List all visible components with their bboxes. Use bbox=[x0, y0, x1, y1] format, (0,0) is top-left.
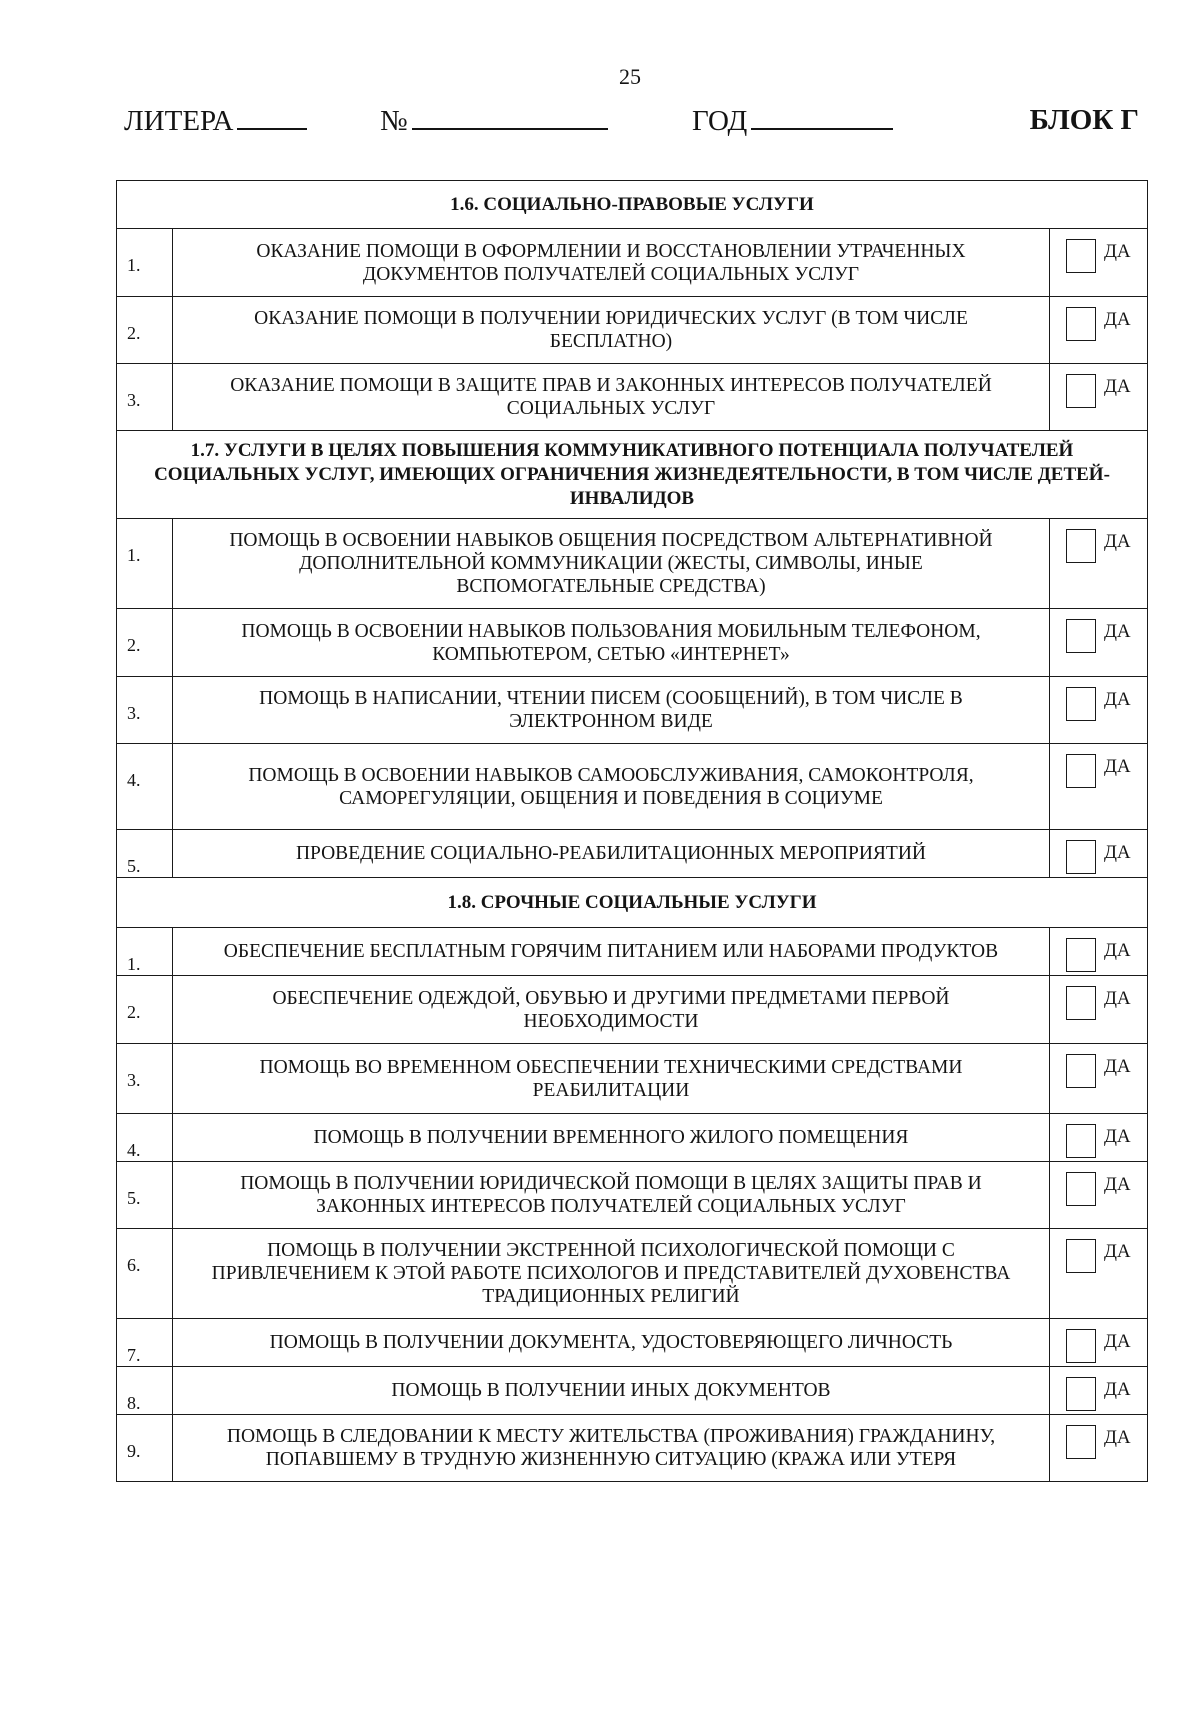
section-title: 1.7. УСЛУГИ В ЦЕЛЯХ ПОВЫШЕНИЯ КОММУНИКАТИВНОГО ПОТЕНЦИАЛА ПОЛУЧАТЕЛЕЙ СОЦИАЛЬНЫХ УСЛУГ, ИМЕЮЩИХ ОГРАНИЧЕНИЯ ЖИЗНЕДЕЯТЕЛЬНОСТИ, В ТОМ ЧИСЛЕ ДЕТЕЙ-ИНВАЛИДОВ bbox=[117, 431, 1148, 519]
yes-checkbox[interactable] bbox=[1066, 938, 1096, 972]
service-description: ПОМОЩЬ В ПОЛУЧЕНИИ ВРЕМЕННОГО ЖИЛОГО ПОМЕЩЕНИЯ bbox=[173, 1114, 1050, 1162]
service-row bbox=[117, 928, 1148, 976]
number-input-line[interactable] bbox=[412, 104, 608, 130]
service-description: ОКАЗАНИЕ ПОМОЩИ В ОФОРМЛЕНИИ И ВОССТАНОВЛЕНИИ УТРАЧЕННЫХ ДОКУМЕНТОВ ПОЛУЧАТЕЛЕЙ СОЦИАЛЬНЫХ УСЛУГ bbox=[173, 229, 1050, 297]
service-row bbox=[117, 1229, 1148, 1319]
row-number: 2. bbox=[117, 976, 173, 1044]
yes-checkbox[interactable] bbox=[1066, 1124, 1096, 1158]
yes-checkbox[interactable] bbox=[1066, 1054, 1096, 1088]
service-row bbox=[117, 1319, 1148, 1367]
yes-option bbox=[1049, 1415, 1147, 1482]
yes-label: ДА bbox=[1103, 1241, 1131, 1262]
yes-label: ДА bbox=[1103, 376, 1131, 397]
yes-option bbox=[1049, 519, 1147, 609]
yes-checkbox[interactable] bbox=[1066, 307, 1096, 341]
service-description: ПОМОЩЬ В ПОЛУЧЕНИИ ДОКУМЕНТА, УДОСТОВЕРЯЮЩЕГО ЛИЧНОСТЬ bbox=[173, 1319, 1050, 1367]
service-row bbox=[117, 677, 1148, 744]
yes-option bbox=[1049, 229, 1147, 297]
block-label: БЛОК Г bbox=[1029, 104, 1139, 136]
yes-checkbox[interactable] bbox=[1066, 986, 1096, 1020]
service-description: ОКАЗАНИЕ ПОМОЩИ В ПОЛУЧЕНИИ ЮРИДИЧЕСКИХ УСЛУГ (В ТОМ ЧИСЛЕ БЕСПЛАТНО) bbox=[173, 297, 1050, 364]
yes-option bbox=[1049, 609, 1147, 677]
yes-option bbox=[1049, 1114, 1147, 1162]
row-number: 5. bbox=[117, 1162, 173, 1229]
service-row bbox=[117, 1367, 1148, 1415]
row-number: 1. bbox=[117, 928, 173, 976]
row-number: 3. bbox=[117, 677, 173, 744]
form-header bbox=[124, 104, 1139, 144]
row-number: 4. bbox=[117, 1114, 173, 1162]
service-row bbox=[117, 1162, 1148, 1229]
yes-checkbox[interactable] bbox=[1066, 619, 1096, 653]
yes-option bbox=[1049, 297, 1147, 364]
service-row bbox=[117, 744, 1148, 830]
service-row bbox=[117, 229, 1148, 297]
section-header bbox=[117, 431, 1148, 519]
yes-option bbox=[1049, 744, 1147, 830]
yes-option bbox=[1049, 1162, 1147, 1229]
litera-input-line[interactable] bbox=[237, 104, 307, 130]
service-row bbox=[117, 976, 1148, 1044]
service-description: ПОМОЩЬ В ПОЛУЧЕНИИ ЭКСТРЕННОЙ ПСИХОЛОГИЧЕСКОЙ ПОМОЩИ С ПРИВЛЕЧЕНИЕМ К ЭТОЙ РАБОТЕ ПСИХОЛОГОВ И ПРЕДСТАВИТЕЛЕЙ ДУХОВЕНСТВА ТРАДИЦИОННЫХ РЕЛИГИЙ bbox=[173, 1229, 1050, 1319]
service-row bbox=[117, 609, 1148, 677]
row-number: 1. bbox=[117, 519, 173, 609]
row-number: 1. bbox=[117, 229, 173, 297]
yes-option bbox=[1049, 677, 1147, 744]
section-title: 1.6. СОЦИАЛЬНО-ПРАВОВЫЕ УСЛУГИ bbox=[117, 181, 1148, 229]
service-description: ПОМОЩЬ В ОСВОЕНИИ НАВЫКОВ ОБЩЕНИЯ ПОСРЕДСТВОМ АЛЬТЕРНАТИВНОЙ ДОПОЛНИТЕЛЬНОЙ КОММУНИКАЦИИ (ЖЕСТЫ, СИМВОЛЫ, ИНЫЕ ВСПОМОГАТЕЛЬНЫЕ СРЕДСТВА) bbox=[173, 519, 1050, 609]
services-table bbox=[116, 180, 1148, 1482]
yes-label: ДА bbox=[1103, 756, 1131, 777]
yes-label: ДА bbox=[1103, 1427, 1131, 1448]
service-description: ОБЕСПЕЧЕНИЕ ОДЕЖДОЙ, ОБУВЬЮ И ДРУГИМИ ПРЕДМЕТАМИ ПЕРВОЙ НЕОБХОДИМОСТИ bbox=[173, 976, 1050, 1044]
yes-option bbox=[1049, 1229, 1147, 1319]
year-field bbox=[692, 104, 893, 138]
row-number: 2. bbox=[117, 297, 173, 364]
yes-label: ДА bbox=[1103, 241, 1131, 262]
yes-option bbox=[1049, 928, 1147, 976]
yes-label: ДА bbox=[1103, 940, 1131, 961]
yes-option bbox=[1049, 1367, 1147, 1415]
service-row bbox=[117, 297, 1148, 364]
yes-checkbox[interactable] bbox=[1066, 1329, 1096, 1363]
litera-label: ЛИТЕРА bbox=[124, 105, 234, 137]
row-number: 5. bbox=[117, 830, 173, 878]
yes-label: ДА bbox=[1103, 309, 1131, 330]
yes-checkbox[interactable] bbox=[1066, 687, 1096, 721]
yes-option bbox=[1049, 1319, 1147, 1367]
yes-label: ДА bbox=[1103, 988, 1131, 1009]
service-row bbox=[117, 364, 1148, 431]
yes-label: ДА bbox=[1103, 1331, 1131, 1352]
litera-field bbox=[124, 104, 307, 138]
service-description: ПОМОЩЬ В НАПИСАНИИ, ЧТЕНИИ ПИСЕМ (СООБЩЕНИЙ), В ТОМ ЧИСЛЕ В ЭЛЕКТРОННОМ ВИДЕ bbox=[173, 677, 1050, 744]
year-input-line[interactable] bbox=[751, 104, 893, 130]
service-row bbox=[117, 830, 1148, 878]
yes-checkbox[interactable] bbox=[1066, 840, 1096, 874]
row-number: 6. bbox=[117, 1229, 173, 1319]
yes-checkbox[interactable] bbox=[1066, 239, 1096, 273]
yes-option bbox=[1049, 976, 1147, 1044]
yes-checkbox[interactable] bbox=[1066, 1377, 1096, 1411]
service-description: ОКАЗАНИЕ ПОМОЩИ В ЗАЩИТЕ ПРАВ И ЗАКОННЫХ ИНТЕРЕСОВ ПОЛУЧАТЕЛЕЙ СОЦИАЛЬНЫХ УСЛУГ bbox=[173, 364, 1050, 431]
yes-label: ДА bbox=[1103, 1126, 1131, 1147]
yes-label: ДА bbox=[1103, 1379, 1131, 1400]
row-number: 2. bbox=[117, 609, 173, 677]
row-number: 3. bbox=[117, 1044, 173, 1114]
yes-checkbox[interactable] bbox=[1066, 1239, 1096, 1273]
service-description: ПОМОЩЬ В ОСВОЕНИИ НАВЫКОВ САМООБСЛУЖИВАНИЯ, САМОКОНТРОЛЯ, САМОРЕГУЛЯЦИИ, ОБЩЕНИЯ И ПОВЕДЕНИЯ В СОЦИУМЕ bbox=[173, 744, 1050, 830]
yes-label: ДА bbox=[1103, 842, 1131, 863]
year-label: ГОД bbox=[692, 105, 748, 137]
service-description: ПОМОЩЬ В ПОЛУЧЕНИИ ЮРИДИЧЕСКОЙ ПОМОЩИ В ЦЕЛЯХ ЗАЩИТЫ ПРАВ И ЗАКОННЫХ ИНТЕРЕСОВ ПОЛУЧАТЕЛЕЙ СОЦИАЛЬНЫХ УСЛУГ bbox=[173, 1162, 1050, 1229]
yes-checkbox[interactable] bbox=[1066, 1425, 1096, 1459]
yes-checkbox[interactable] bbox=[1066, 1172, 1096, 1206]
service-row bbox=[117, 519, 1148, 609]
row-number: 3. bbox=[117, 364, 173, 431]
row-number: 9. bbox=[117, 1415, 173, 1482]
yes-label: ДА bbox=[1103, 531, 1131, 552]
yes-option bbox=[1049, 830, 1147, 878]
service-description: ПРОВЕДЕНИЕ СОЦИАЛЬНО-РЕАБИЛИТАЦИОННЫХ МЕРОПРИЯТИЙ bbox=[173, 830, 1050, 878]
yes-label: ДА bbox=[1103, 689, 1131, 710]
service-description: ПОМОЩЬ ВО ВРЕМЕННОМ ОБЕСПЕЧЕНИИ ТЕХНИЧЕСКИМИ СРЕДСТВАМИ РЕАБИЛИТАЦИИ bbox=[173, 1044, 1050, 1114]
service-description: ПОМОЩЬ В ПОЛУЧЕНИИ ИНЫХ ДОКУМЕНТОВ bbox=[173, 1367, 1050, 1415]
yes-label: ДА bbox=[1103, 1056, 1131, 1077]
section-header bbox=[117, 878, 1148, 928]
yes-checkbox[interactable] bbox=[1066, 754, 1096, 788]
section-header bbox=[117, 181, 1148, 229]
yes-checkbox[interactable] bbox=[1066, 529, 1096, 563]
service-row bbox=[117, 1415, 1148, 1482]
yes-checkbox[interactable] bbox=[1066, 374, 1096, 408]
row-number: 4. bbox=[117, 744, 173, 830]
row-number: 7. bbox=[117, 1319, 173, 1367]
yes-label: ДА bbox=[1103, 621, 1131, 642]
service-row bbox=[117, 1044, 1148, 1114]
yes-option bbox=[1049, 1044, 1147, 1114]
service-row bbox=[117, 1114, 1148, 1162]
row-number: 8. bbox=[117, 1367, 173, 1415]
service-description: ПОМОЩЬ В ОСВОЕНИИ НАВЫКОВ ПОЛЬЗОВАНИЯ МОБИЛЬНЫМ ТЕЛЕФОНОМ, КОМПЬЮТЕРОМ, СЕТЬЮ «ИНТЕРНЕТ» bbox=[173, 609, 1050, 677]
service-description: ОБЕСПЕЧЕНИЕ БЕСПЛАТНЫМ ГОРЯЧИМ ПИТАНИЕМ ИЛИ НАБОРАМИ ПРОДУКТОВ bbox=[173, 928, 1050, 976]
number-label: № bbox=[380, 105, 408, 137]
service-description: ПОМОЩЬ В СЛЕДОВАНИИ К МЕСТУ ЖИТЕЛЬСТВА (ПРОЖИВАНИЯ) ГРАЖДАНИНУ, ПОПАВШЕМУ В ТРУДНУЮ ЖИЗНЕННУЮ СИТУАЦИЮ (КРАЖА ИЛИ УТЕРЯ bbox=[173, 1415, 1050, 1482]
yes-option bbox=[1049, 364, 1147, 431]
number-field bbox=[380, 104, 608, 138]
yes-label: ДА bbox=[1103, 1174, 1131, 1195]
page-number: 25 bbox=[619, 64, 641, 89]
section-title: 1.8. СРОЧНЫЕ СОЦИАЛЬНЫЕ УСЛУГИ bbox=[117, 878, 1148, 928]
